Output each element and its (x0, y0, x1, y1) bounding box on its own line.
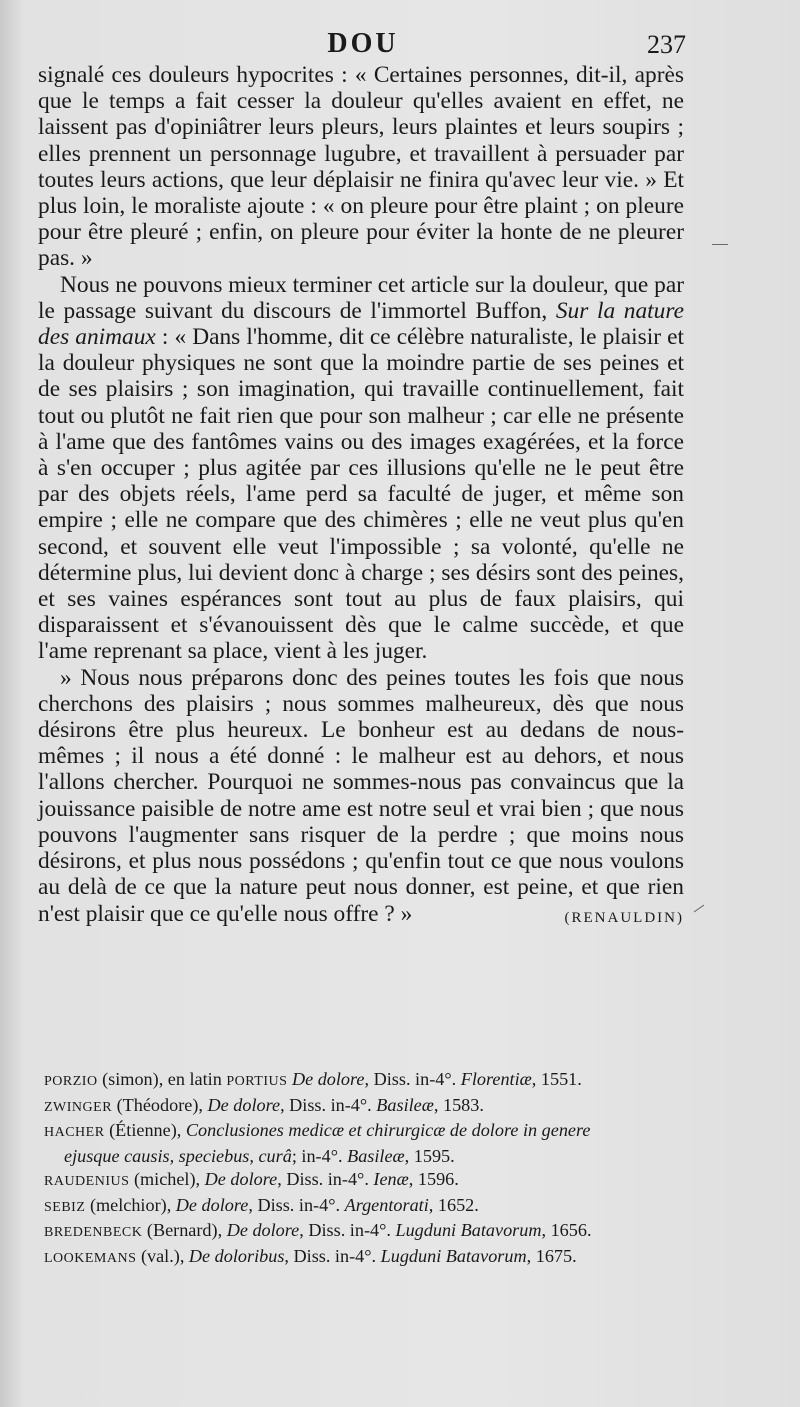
entry-year: , 1675. (526, 1245, 577, 1266)
entry-title: De doloribus (188, 1245, 285, 1266)
entry-place: Lugduni Batavorum (380, 1245, 527, 1266)
entry-title: De dolore (207, 1094, 281, 1115)
bibliography-entry (44, 1068, 689, 1094)
paragraph: signalé ces douleurs hypocrites : « Certaines personnes, dit-il, après que le temps a fait cesser la douleur qu'elles avaient en effet, ne laissent pas d'opiniâtrer leurs pleurs, leurs plaintes et leurs soupirs ; elles prennent un personnage lugubre, et travaillent à persuader par toutes leurs actions, que leur déplaisir ne finira qu'avec leur vie. » Et plus loin, le moraliste ajoute : « on pleure pour être plaint ; on pleure pour être pleuré ; enfin, on pleure pour éviter la honte de ne pleurer pas. » (38, 62, 684, 272)
entry-title: De dolore (204, 1168, 278, 1189)
entry-given-name: (val.), (140, 1245, 185, 1266)
bibliography-entry (44, 1094, 689, 1120)
margin-mark (712, 244, 728, 245)
entry-format: , Diss. in-4°. (280, 1094, 377, 1115)
entry-given-name: (Bernard), (146, 1220, 223, 1241)
bibliography-entry (44, 1245, 689, 1271)
cited-work-title: Sur la nature des animaux (38, 297, 684, 351)
entry-place: Florentiæ (460, 1069, 532, 1089)
entry-place: Basileæ (347, 1146, 405, 1167)
entry-given-name: (Théodore), (116, 1094, 203, 1115)
entry-year: , 1656. (541, 1220, 592, 1241)
bibliography-entry (44, 1219, 689, 1245)
margin-mark (694, 905, 704, 913)
entry-format: , Diss. in-4°. (248, 1194, 345, 1215)
entry-title: De dolore (226, 1220, 300, 1241)
entry-place: Lugduni Batavorum (395, 1220, 542, 1241)
entry-title: De dolore (175, 1194, 249, 1215)
entry-given-name: (simon), en latin (102, 1069, 222, 1089)
entry-year: , 1551. (531, 1069, 582, 1089)
entry-title: Conclusiones medicæ et chirurgicæ de dolore in genere (185, 1120, 591, 1141)
paragraph-text: : « Dans l'homme, dit ce célèbre naturaliste, le plaisir et la douleur physiques ne sont que la moindre partie de ses peines et de ses plaisirs ; son imagination, qui travaille continuellement, fait tout ou plutôt ne fait rien que pour son malheur ; car elle ne présente à l'ame que des fantômes vains ou des images exagérées, et la force à s'en occuper ; plus agitée par ces illusions qu'elle ne le peut être par des objets réels, l'ame perd sa faculté de juger, et même son empire ; elle ne compare que des chimères ; elle ne veut plus qu'en second, et souvent elle veut l'impossible ; sa volonté, qu'elle ne détermine plus, lui devient donc à charge ; ses désirs sont des peines, et ses vaines espérances sont tout au plus de faux plaisirs, qui disparaissent et s'évanouissent dès que le calme succède, et que l'ame reprenant sa place, vient à les juger. (38, 324, 684, 665)
entry-given-name: (melchior), (89, 1194, 172, 1215)
entry-title: De dolore (291, 1069, 365, 1089)
paragraph (38, 665, 684, 927)
entry-year: , 1652. (428, 1194, 479, 1215)
entry-place: Argentorati (344, 1194, 429, 1215)
entry-given-name: (michel), (133, 1168, 201, 1189)
entry-author: RAUDENIUS (44, 1173, 130, 1189)
paragraph-text: » Nous nous préparons donc des peines toutes les fois que nous cherchons des plaisirs ; nous sommes malheureux, dès que nous désirons être plus heureux. Le bonheur est au dedans de nous-mêmes ; il nous a été donné : le malheur est au dehors, et nous l'allons chercher. Pourquoi ne sommes-nous pas convaincus que la jouissance paisible de notre ame est notre seul et vrai bien ; que nous pouvons l'augmenter sans risquer de la perdre ; que moins nous désirons, et plus nous possédons ; qu'enfin tout ce que nous voulons au delà de ce que la nature peut nous donner, est peine, et que rien n'est plaisir que ce qu'elle nous offre ? » (38, 664, 684, 927)
running-head: DOU (327, 28, 399, 59)
bibliography-entry (44, 1119, 689, 1145)
entry-author: BREDENBECK (44, 1225, 143, 1241)
entry-author: PORZIO (44, 1074, 98, 1089)
paragraph (38, 272, 684, 665)
entry-year: , 1596. (408, 1168, 459, 1189)
entry-year: , 1583. (433, 1094, 484, 1115)
entry-format: , Diss. in-4°. (284, 1245, 381, 1266)
body-text (38, 62, 684, 931)
entry-author: ZWINGER (44, 1099, 113, 1115)
paragraph-text: Nous ne pouvons mieux terminer cet article sur la douleur, que par le passage suivant du discours de l'immortel Buffon, (38, 271, 684, 324)
entry-year: , 1595. (404, 1146, 455, 1167)
page-number: 237 (647, 30, 686, 59)
entry-title: ejusque causis, speciebus, curâ (64, 1146, 292, 1167)
bibliography-entry (44, 1145, 689, 1168)
entry-format: , Diss. in-4°. (364, 1069, 461, 1089)
author-signature: (RENAULDIN) (564, 909, 684, 926)
entry-author: HACHER (44, 1125, 105, 1141)
entry-format: ; in-4°. (291, 1146, 348, 1167)
entry-latin-name: PORTIUS (226, 1074, 288, 1089)
bibliography (44, 1068, 689, 1271)
entry-format: , Diss. in-4°. (299, 1220, 396, 1241)
page-header (40, 28, 686, 62)
bibliography-entry (44, 1168, 689, 1194)
entry-place: Basileæ (376, 1094, 434, 1115)
bibliography-entry (44, 1194, 689, 1220)
entry-place: Ienæ (373, 1168, 409, 1189)
entry-author: LOOKEMANS (44, 1250, 137, 1266)
entry-format: , Diss. in-4°. (277, 1168, 374, 1189)
entry-author: SEBIZ (44, 1199, 86, 1215)
entry-given-name: (Étienne), (109, 1120, 182, 1141)
